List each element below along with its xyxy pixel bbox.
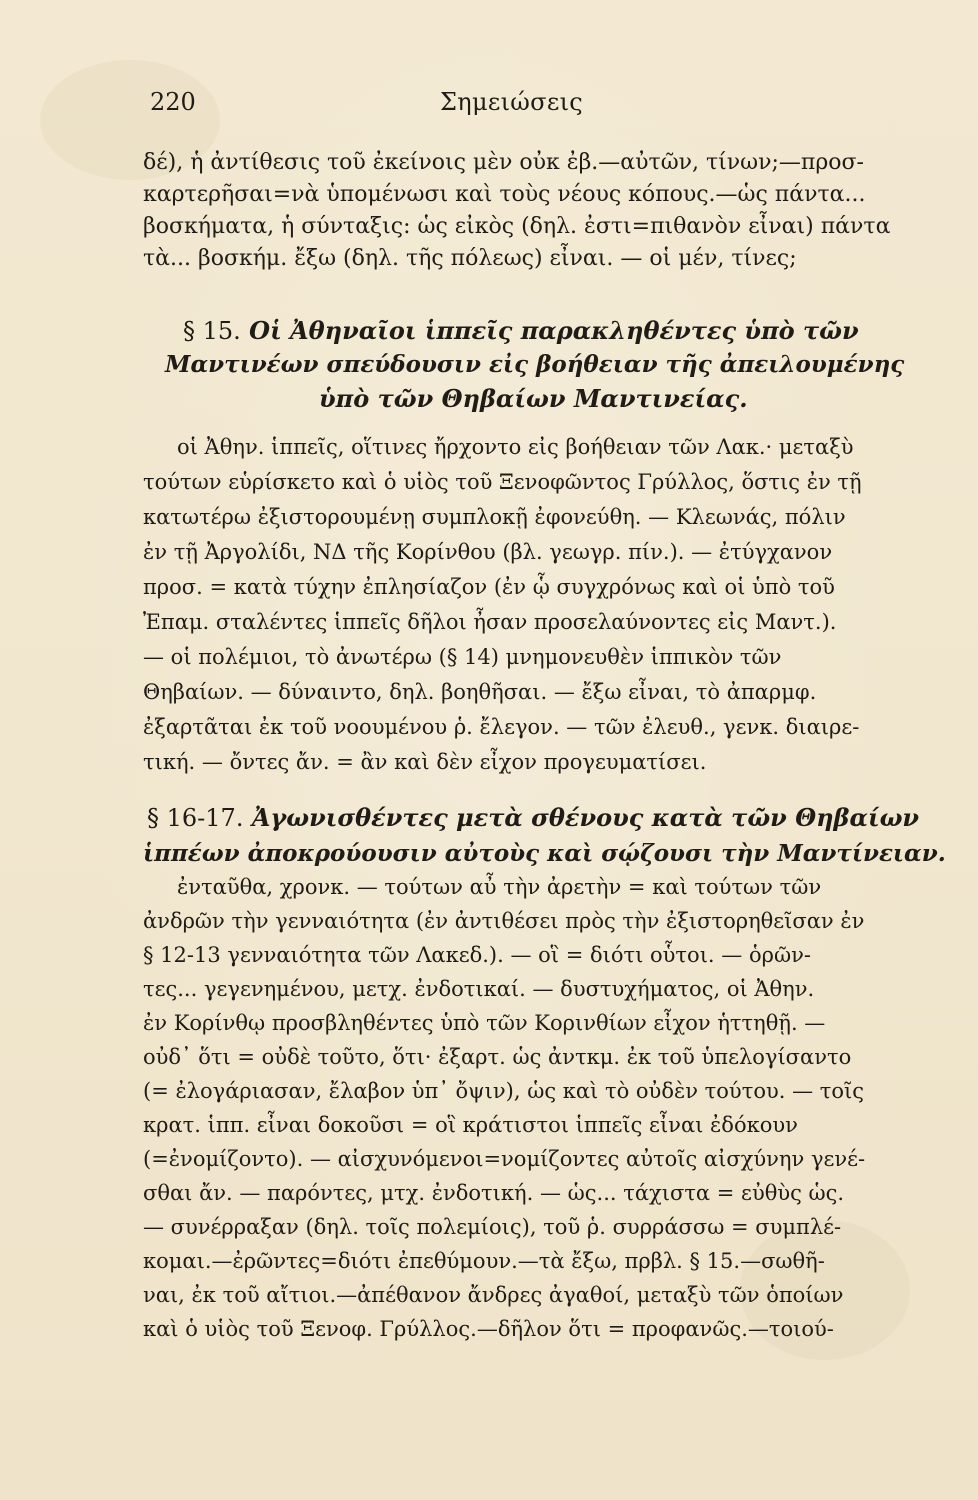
text-line: σθαι ἄν. — παρόντες, μτχ. ἐνδοτική. — ὡς... τάχιστα = εὐθὺς ὡς. bbox=[143, 1181, 845, 1205]
section-label: § 16-17. bbox=[147, 804, 244, 832]
text-line: (=ἐνομίζοντο). — αἰσχυνόμενοι=νομίζοντες αὐτοῖς αἰσχύνην γενέ- bbox=[143, 1147, 866, 1171]
text-line: βοσκήματα, ἡ σύνταξις: ὡς εἰκὸς (δηλ. ἐστι=πιθανὸν εἶναι) πάντα bbox=[143, 214, 891, 239]
heading-line: ὑπὸ τῶν Θηβαίων Μαντινείας. bbox=[319, 384, 748, 413]
text-line: τική. — ὄντες ἄν. = ἂν καὶ δὲν εἶχον προγευματίσει. bbox=[143, 750, 707, 774]
running-title: Σημειώσεις bbox=[440, 88, 584, 116]
heading-line bbox=[147, 802, 919, 834]
heading-line: Μαντινέων σπεύδουσιν εἰς βοήθειαν τῆς ἀπειλουμένης bbox=[165, 351, 905, 378]
section-label: § 15. bbox=[183, 317, 241, 345]
page-header bbox=[150, 88, 870, 128]
text-line: τες... γεγενημένου, μετχ. ἐνδοτικαί. — δυστυχήματος, οἱ Ἀθην. bbox=[143, 977, 815, 1001]
text-line: καὶ ὁ υἱὸς τοῦ Ξενοφ. Γρύλλος.—δῆλον ὅτι = προφανῶς.—τοιού- bbox=[143, 1317, 834, 1341]
text-line: τούτων εὑρίσκετο καὶ ὁ υἱὸς τοῦ Ξενοφῶντος Γρύλλος, ὅστις ἐν τῇ bbox=[143, 470, 862, 494]
text-line: (= ἐλογάριασαν, ἔλαβον ὑπ᾽ ὄψιν), ὡς καὶ τὸ οὐδὲν τούτου. — τοῖς bbox=[143, 1079, 865, 1103]
heading-text: Οἱ Ἀθηναῖοι ἱππεῖς παρακληθέντες ὑπὸ τῶν bbox=[249, 316, 859, 345]
heading-line bbox=[183, 315, 859, 347]
text-line: καρτερῆσαι=νὰ ὑπομένωσι καὶ τοὺς νέους κόπους.—ὡς πάντα... bbox=[143, 182, 866, 207]
text-line: κρατ. ἱππ. εἶναι δοκοῦσι = οἳ κράτιστοι ἱππεῖς εἶναι ἐδόκουν bbox=[143, 1113, 798, 1137]
text-line: ἐν τῇ Ἀργολίδι, ΝΔ τῆς Κορίνθου (βλ. γεωγρ. πίν.). — ἐτύγχανον bbox=[143, 540, 833, 564]
text-line: — συνέρραξαν (δηλ. τοῖς πολεμίοις), τοῦ ῥ. συρράσσω = συμπλέ- bbox=[143, 1215, 842, 1239]
text-line: § 12-13 γενναιότητα τῶν Λακεδ.). — οἳ = διότι οὗτοι. — ὁρῶν- bbox=[143, 943, 811, 967]
text-line: — οἱ πολέμιοι, τὸ ἀνωτέρω (§ 14) μνημονευθὲν ἱππικὸν τῶν bbox=[143, 645, 782, 669]
text-line: Θηβαίων. — δύναιντο, δηλ. βοηθῆσαι. — ἔξω εἶναι, τὸ ἀπαρμφ. bbox=[143, 680, 817, 704]
text-line: οὐδ᾽ ὅτι = οὐδὲ τοῦτο, ὅτι· ἐξαρτ. ὡς ἀντκμ. ἐκ τοῦ ὑπελογίσαντο bbox=[143, 1045, 852, 1069]
heading-line: ἱππέων ἀποκρούουσιν αὐτοὺς καὶ σῴζουσι τὴν Μαντίνειαν. bbox=[143, 840, 946, 867]
text-line: οἱ Ἀθην. ἱππεῖς, οἵτινες ἤρχοντο εἰς βοήθειαν τῶν Λακ.· μεταξὺ bbox=[177, 435, 854, 459]
text-line: ἐξαρτᾶται ἐκ τοῦ νοουμένου ῥ. ἔλεγον. — τῶν ἐλευθ., γενκ. διαιρε- bbox=[143, 715, 860, 739]
heading-text: Ἀγωνισθέντες μετὰ σθένους κατὰ τῶν Θηβαίων bbox=[251, 803, 920, 832]
text-line: τὰ... βοσκήμ. ἔξω (δηλ. τῆς πόλεως) εἶναι. — οἱ μέν, τίνες; bbox=[143, 246, 797, 271]
page-number: 220 bbox=[150, 88, 196, 116]
text-line: κομαι.—ἐρῶντες=διότι ἐπεθύμουν.—τὰ ἔξω, πρβλ. § 15.—σωθῆ- bbox=[143, 1249, 825, 1273]
text-line: ἐνταῦθα, χρονκ. — τούτων αὖ τὴν ἀρετὴν = καὶ τούτων τῶν bbox=[177, 875, 822, 899]
text-line: δέ), ἡ ἀντίθεσις τοῦ ἐκείνοις μὲν οὐκ ἐβ.—αὐτῶν, τίνων;—προσ- bbox=[143, 150, 864, 175]
text-line: προσ. = κατὰ τύχην ἐπλησίαζον (ἐν ᾧ συγχρόνως καὶ οἱ ὑπὸ τοῦ bbox=[143, 575, 835, 599]
text-line: Ἐπαμ. σταλέντες ἱππεῖς δῆλοι ἦσαν προσελαύνοντες εἰς Μαντ.). bbox=[143, 610, 837, 634]
text-line: ἐν Κορίνθῳ προσβληθέντες ὑπὸ τῶν Κορινθίων εἶχον ἡττηθῇ. — bbox=[143, 1011, 826, 1035]
text-line: ἀνδρῶν τὴν γενναιότητα (ἐν ἀντιθέσει πρὸς τὴν ἐξιστορηθεῖσαν ἐν bbox=[143, 909, 865, 933]
text-line: κατωτέρω ἐξιστορουμένῃ συμπλοκῇ ἐφονεύθη. — Κλεωνάς, πόλιν bbox=[143, 505, 846, 529]
text-line: ναι, ἐκ τοῦ αἴτιοι.—ἀπέθανον ἄνδρες ἀγαθοί, μεταξὺ τῶν ὁποίων bbox=[143, 1283, 844, 1307]
